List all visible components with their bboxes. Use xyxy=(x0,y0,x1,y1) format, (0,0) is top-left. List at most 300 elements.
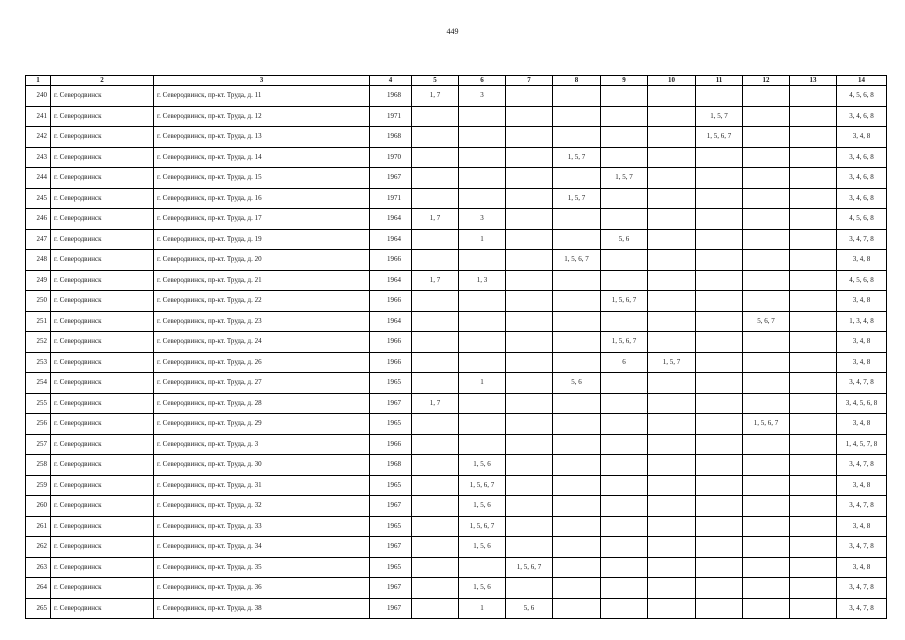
cell-year: 1966 xyxy=(370,352,412,373)
cell-col-12 xyxy=(743,291,790,312)
cell-col-6: 1, 5, 6 xyxy=(459,578,506,599)
table-body xyxy=(26,86,887,619)
cell-col-9 xyxy=(601,578,648,599)
column-header-11: 11 xyxy=(696,76,743,86)
cell-col-6 xyxy=(459,393,506,414)
cell-col-13 xyxy=(790,188,837,209)
cell-col-7 xyxy=(506,86,553,107)
cell-col-12 xyxy=(743,598,790,619)
cell-col-9: 1, 5, 7 xyxy=(601,168,648,189)
column-header-9: 9 xyxy=(601,76,648,86)
cell-col-13 xyxy=(790,311,837,332)
cell-col-5 xyxy=(412,291,459,312)
cell-col-14: 3, 4, 6, 8 xyxy=(837,147,887,168)
cell-col-5: 1, 7 xyxy=(412,209,459,230)
cell-col-7 xyxy=(506,332,553,353)
cell-year: 1965 xyxy=(370,516,412,537)
cell-year: 1967 xyxy=(370,578,412,599)
column-header-8: 8 xyxy=(553,76,601,86)
cell-col-13 xyxy=(790,373,837,394)
cell-col-5 xyxy=(412,455,459,476)
cell-col-10 xyxy=(648,188,696,209)
table-row xyxy=(26,168,887,189)
cell-col-11 xyxy=(696,537,743,558)
cell-row-number: 264 xyxy=(26,578,51,599)
cell-col-7 xyxy=(506,209,553,230)
cell-col-14: 3, 4, 8 xyxy=(837,291,887,312)
cell-col-8 xyxy=(553,332,601,353)
cell-col-11 xyxy=(696,311,743,332)
cell-row-number: 240 xyxy=(26,86,51,107)
cell-year: 1966 xyxy=(370,291,412,312)
cell-col-14: 4, 5, 6, 8 xyxy=(837,86,887,107)
cell-col-5 xyxy=(412,127,459,148)
cell-locality: г. Северодвинск xyxy=(51,537,154,558)
cell-row-number: 259 xyxy=(26,475,51,496)
cell-locality: г. Северодвинск xyxy=(51,475,154,496)
column-header-5: 5 xyxy=(412,76,459,86)
cell-col-7 xyxy=(506,291,553,312)
cell-col-11 xyxy=(696,578,743,599)
cell-col-7 xyxy=(506,270,553,291)
cell-col-8 xyxy=(553,209,601,230)
cell-col-12 xyxy=(743,516,790,537)
cell-col-11 xyxy=(696,373,743,394)
cell-address: г. Северодвинск, пр-кт. Труда, д. 28 xyxy=(154,393,370,414)
cell-col-11: 1, 5, 7 xyxy=(696,106,743,127)
cell-col-10 xyxy=(648,270,696,291)
cell-locality: г. Северодвинск xyxy=(51,229,154,250)
cell-col-13 xyxy=(790,291,837,312)
cell-col-8 xyxy=(553,537,601,558)
cell-col-12 xyxy=(743,578,790,599)
cell-col-8 xyxy=(553,106,601,127)
cell-year: 1971 xyxy=(370,188,412,209)
cell-col-5: 1, 7 xyxy=(412,393,459,414)
cell-col-9 xyxy=(601,598,648,619)
cell-row-number: 242 xyxy=(26,127,51,148)
cell-col-8 xyxy=(553,434,601,455)
cell-col-5 xyxy=(412,537,459,558)
cell-col-14: 3, 4, 8 xyxy=(837,557,887,578)
cell-col-6: 3 xyxy=(459,86,506,107)
table-row xyxy=(26,434,887,455)
cell-col-14: 3, 4, 6, 8 xyxy=(837,168,887,189)
table-row xyxy=(26,106,887,127)
cell-row-number: 244 xyxy=(26,168,51,189)
cell-col-11 xyxy=(696,475,743,496)
cell-col-8 xyxy=(553,414,601,435)
cell-col-6 xyxy=(459,557,506,578)
cell-col-7 xyxy=(506,393,553,414)
cell-col-11 xyxy=(696,86,743,107)
cell-col-14: 3, 4, 5, 6, 8 xyxy=(837,393,887,414)
cell-col-7 xyxy=(506,229,553,250)
cell-col-5 xyxy=(412,578,459,599)
cell-col-13 xyxy=(790,332,837,353)
cell-col-10 xyxy=(648,311,696,332)
cell-col-9 xyxy=(601,127,648,148)
cell-col-6: 1, 5, 6 xyxy=(459,537,506,558)
cell-address: г. Северодвинск, пр-кт. Труда, д. 27 xyxy=(154,373,370,394)
cell-year: 1966 xyxy=(370,250,412,271)
cell-col-6 xyxy=(459,414,506,435)
table-row xyxy=(26,393,887,414)
cell-locality: г. Северодвинск xyxy=(51,127,154,148)
cell-col-13 xyxy=(790,537,837,558)
cell-col-14: 3, 4, 8 xyxy=(837,516,887,537)
cell-address: г. Северодвинск, пр-кт. Труда, д. 34 xyxy=(154,537,370,558)
cell-address: г. Северодвинск, пр-кт. Труда, д. 3 xyxy=(154,434,370,455)
cell-col-6 xyxy=(459,127,506,148)
cell-col-12: 5, 6, 7 xyxy=(743,311,790,332)
cell-address: г. Северодвинск, пр-кт. Труда, д. 38 xyxy=(154,598,370,619)
cell-col-9 xyxy=(601,147,648,168)
cell-address: г. Северодвинск, пр-кт. Труда, д. 22 xyxy=(154,291,370,312)
cell-col-14: 3, 4, 6, 8 xyxy=(837,188,887,209)
cell-locality: г. Северодвинск xyxy=(51,291,154,312)
cell-locality: г. Северодвинск xyxy=(51,393,154,414)
cell-col-10 xyxy=(648,496,696,517)
cell-col-6: 3 xyxy=(459,209,506,230)
table-row xyxy=(26,147,887,168)
table-row xyxy=(26,127,887,148)
table-row xyxy=(26,250,887,271)
cell-col-13 xyxy=(790,475,837,496)
cell-col-12 xyxy=(743,147,790,168)
cell-col-14: 1, 3, 4, 8 xyxy=(837,311,887,332)
cell-locality: г. Северодвинск xyxy=(51,168,154,189)
cell-year: 1967 xyxy=(370,393,412,414)
cell-col-8 xyxy=(553,557,601,578)
cell-col-9 xyxy=(601,393,648,414)
cell-locality: г. Северодвинск xyxy=(51,434,154,455)
cell-locality: г. Северодвинск xyxy=(51,598,154,619)
column-header-4: 4 xyxy=(370,76,412,86)
cell-col-10 xyxy=(648,557,696,578)
cell-col-12 xyxy=(743,86,790,107)
cell-year: 1967 xyxy=(370,537,412,558)
cell-col-9 xyxy=(601,270,648,291)
cell-col-12 xyxy=(743,455,790,476)
cell-col-8 xyxy=(553,127,601,148)
cell-col-6: 1, 5, 6 xyxy=(459,455,506,476)
cell-address: г. Северодвинск, пр-кт. Труда, д. 15 xyxy=(154,168,370,189)
cell-col-11 xyxy=(696,209,743,230)
cell-col-5 xyxy=(412,250,459,271)
cell-col-14: 3, 4, 7, 8 xyxy=(837,229,887,250)
cell-col-11 xyxy=(696,168,743,189)
cell-address: г. Северодвинск, пр-кт. Труда, д. 32 xyxy=(154,496,370,517)
cell-col-8 xyxy=(553,229,601,250)
cell-col-6: 1, 5, 6, 7 xyxy=(459,475,506,496)
cell-col-7 xyxy=(506,516,553,537)
cell-col-12 xyxy=(743,332,790,353)
cell-col-11 xyxy=(696,598,743,619)
data-table xyxy=(25,75,887,619)
cell-locality: г. Северодвинск xyxy=(51,106,154,127)
table-row xyxy=(26,414,887,435)
cell-col-10 xyxy=(648,373,696,394)
cell-col-9: 6 xyxy=(601,352,648,373)
cell-year: 1968 xyxy=(370,127,412,148)
cell-row-number: 260 xyxy=(26,496,51,517)
table-row xyxy=(26,229,887,250)
cell-locality: г. Северодвинск xyxy=(51,373,154,394)
cell-col-6: 1, 5, 6, 7 xyxy=(459,516,506,537)
cell-col-7 xyxy=(506,455,553,476)
cell-col-10 xyxy=(648,86,696,107)
cell-col-12 xyxy=(743,352,790,373)
cell-col-6: 1, 3 xyxy=(459,270,506,291)
cell-locality: г. Северодвинск xyxy=(51,188,154,209)
cell-row-number: 246 xyxy=(26,209,51,230)
cell-address: г. Северодвинск, пр-кт. Труда, д. 26 xyxy=(154,352,370,373)
cell-col-7 xyxy=(506,578,553,599)
cell-col-9 xyxy=(601,557,648,578)
cell-col-12 xyxy=(743,537,790,558)
cell-col-14: 3, 4, 7, 8 xyxy=(837,373,887,394)
cell-locality: г. Северодвинск xyxy=(51,414,154,435)
cell-col-10 xyxy=(648,147,696,168)
column-header-1: 1 xyxy=(26,76,51,86)
table-row xyxy=(26,537,887,558)
cell-year: 1967 xyxy=(370,496,412,517)
cell-col-13 xyxy=(790,127,837,148)
table-row xyxy=(26,373,887,394)
cell-col-14: 3, 4, 7, 8 xyxy=(837,598,887,619)
cell-col-11 xyxy=(696,393,743,414)
cell-row-number: 261 xyxy=(26,516,51,537)
cell-col-12 xyxy=(743,106,790,127)
cell-col-5 xyxy=(412,106,459,127)
cell-col-13 xyxy=(790,414,837,435)
cell-col-9 xyxy=(601,373,648,394)
cell-row-number: 257 xyxy=(26,434,51,455)
cell-col-14: 3, 4, 7, 8 xyxy=(837,578,887,599)
cell-locality: г. Северодвинск xyxy=(51,86,154,107)
cell-address: г. Северодвинск, пр-кт. Труда, д. 13 xyxy=(154,127,370,148)
cell-address: г. Северодвинск, пр-кт. Труда, д. 21 xyxy=(154,270,370,291)
cell-col-12 xyxy=(743,168,790,189)
cell-col-11 xyxy=(696,352,743,373)
cell-locality: г. Северодвинск xyxy=(51,352,154,373)
cell-year: 1965 xyxy=(370,557,412,578)
column-header-3: 3 xyxy=(154,76,370,86)
cell-col-14: 3, 4, 8 xyxy=(837,250,887,271)
cell-year: 1966 xyxy=(370,332,412,353)
cell-col-8 xyxy=(553,516,601,537)
cell-col-9 xyxy=(601,434,648,455)
cell-col-10 xyxy=(648,516,696,537)
cell-col-7 xyxy=(506,373,553,394)
cell-col-13 xyxy=(790,496,837,517)
cell-col-6 xyxy=(459,147,506,168)
cell-row-number: 245 xyxy=(26,188,51,209)
cell-col-8 xyxy=(553,86,601,107)
table-row xyxy=(26,270,887,291)
cell-row-number: 256 xyxy=(26,414,51,435)
cell-col-6 xyxy=(459,434,506,455)
cell-row-number: 247 xyxy=(26,229,51,250)
cell-year: 1966 xyxy=(370,434,412,455)
cell-col-9 xyxy=(601,455,648,476)
cell-col-6 xyxy=(459,250,506,271)
cell-address: г. Северодвинск, пр-кт. Труда, д. 30 xyxy=(154,455,370,476)
table-row xyxy=(26,598,887,619)
cell-year: 1967 xyxy=(370,598,412,619)
cell-col-11 xyxy=(696,455,743,476)
cell-col-5: 1, 7 xyxy=(412,86,459,107)
cell-col-13 xyxy=(790,147,837,168)
cell-col-13 xyxy=(790,168,837,189)
cell-col-6 xyxy=(459,291,506,312)
cell-col-13 xyxy=(790,250,837,271)
cell-col-7 xyxy=(506,496,553,517)
cell-address: г. Северодвинск, пр-кт. Труда, д. 11 xyxy=(154,86,370,107)
cell-row-number: 248 xyxy=(26,250,51,271)
cell-col-6: 1 xyxy=(459,373,506,394)
table-row xyxy=(26,311,887,332)
cell-locality: г. Северодвинск xyxy=(51,250,154,271)
cell-address: г. Северодвинск, пр-кт. Труда, д. 33 xyxy=(154,516,370,537)
cell-col-12 xyxy=(743,127,790,148)
cell-address: г. Северодвинск, пр-кт. Труда, д. 17 xyxy=(154,209,370,230)
cell-row-number: 265 xyxy=(26,598,51,619)
cell-col-14: 3, 4, 8 xyxy=(837,332,887,353)
cell-col-9 xyxy=(601,516,648,537)
cell-col-13 xyxy=(790,455,837,476)
table-row xyxy=(26,332,887,353)
cell-col-5 xyxy=(412,414,459,435)
column-header-6: 6 xyxy=(459,76,506,86)
cell-col-10 xyxy=(648,127,696,148)
cell-col-5 xyxy=(412,598,459,619)
cell-col-5 xyxy=(412,373,459,394)
cell-col-14: 3, 4, 7, 8 xyxy=(837,537,887,558)
column-header-12: 12 xyxy=(743,76,790,86)
table-row xyxy=(26,86,887,107)
cell-address: г. Северодвинск, пр-кт. Труда, д. 23 xyxy=(154,311,370,332)
cell-address: г. Северодвинск, пр-кт. Труда, д. 35 xyxy=(154,557,370,578)
cell-col-12 xyxy=(743,373,790,394)
cell-col-10 xyxy=(648,332,696,353)
cell-col-13 xyxy=(790,578,837,599)
cell-address: г. Северодвинск, пр-кт. Труда, д. 24 xyxy=(154,332,370,353)
cell-col-7: 5, 6 xyxy=(506,598,553,619)
cell-address: г. Северодвинск, пр-кт. Труда, д. 20 xyxy=(154,250,370,271)
cell-row-number: 251 xyxy=(26,311,51,332)
cell-col-6 xyxy=(459,188,506,209)
cell-col-9 xyxy=(601,496,648,517)
cell-col-5 xyxy=(412,516,459,537)
cell-col-9: 5, 6 xyxy=(601,229,648,250)
cell-col-12 xyxy=(743,229,790,250)
cell-col-11 xyxy=(696,229,743,250)
cell-locality: г. Северодвинск xyxy=(51,270,154,291)
cell-col-14: 3, 4, 7, 8 xyxy=(837,455,887,476)
page-number: 449 xyxy=(446,27,459,36)
cell-col-14: 3, 4, 8 xyxy=(837,475,887,496)
cell-col-5 xyxy=(412,352,459,373)
cell-col-9 xyxy=(601,475,648,496)
table-row xyxy=(26,209,887,230)
cell-col-13 xyxy=(790,516,837,537)
cell-col-6 xyxy=(459,106,506,127)
cell-col-11 xyxy=(696,557,743,578)
cell-col-10 xyxy=(648,209,696,230)
cell-col-12 xyxy=(743,475,790,496)
cell-col-11 xyxy=(696,270,743,291)
cell-col-11 xyxy=(696,250,743,271)
cell-col-11 xyxy=(696,496,743,517)
cell-locality: г. Северодвинск xyxy=(51,516,154,537)
cell-col-5 xyxy=(412,496,459,517)
table-row xyxy=(26,188,887,209)
cell-year: 1964 xyxy=(370,270,412,291)
cell-col-12 xyxy=(743,188,790,209)
cell-col-14: 4, 5, 6, 8 xyxy=(837,270,887,291)
cell-col-12 xyxy=(743,557,790,578)
cell-locality: г. Северодвинск xyxy=(51,311,154,332)
cell-row-number: 241 xyxy=(26,106,51,127)
cell-col-7 xyxy=(506,434,553,455)
column-header-2: 2 xyxy=(51,76,154,86)
cell-col-6 xyxy=(459,311,506,332)
cell-year: 1967 xyxy=(370,168,412,189)
cell-col-13 xyxy=(790,86,837,107)
cell-col-7 xyxy=(506,147,553,168)
cell-col-5 xyxy=(412,332,459,353)
cell-col-13 xyxy=(790,434,837,455)
cell-col-6 xyxy=(459,332,506,353)
data-table-container xyxy=(25,75,887,619)
column-header-14: 14 xyxy=(837,76,887,86)
cell-col-5: 1, 7 xyxy=(412,270,459,291)
cell-col-14: 3, 4, 8 xyxy=(837,352,887,373)
cell-year: 1971 xyxy=(370,106,412,127)
cell-col-10 xyxy=(648,537,696,558)
cell-col-9: 1, 5, 6, 7 xyxy=(601,291,648,312)
cell-address: г. Северодвинск, пр-кт. Труда, д. 29 xyxy=(154,414,370,435)
cell-col-10 xyxy=(648,598,696,619)
cell-col-10 xyxy=(648,168,696,189)
cell-row-number: 263 xyxy=(26,557,51,578)
cell-col-12 xyxy=(743,393,790,414)
cell-address: г. Северодвинск, пр-кт. Труда, д. 36 xyxy=(154,578,370,599)
cell-col-7 xyxy=(506,127,553,148)
cell-col-5 xyxy=(412,311,459,332)
cell-col-14: 4, 5, 6, 8 xyxy=(837,209,887,230)
cell-col-8 xyxy=(553,455,601,476)
cell-col-8 xyxy=(553,291,601,312)
cell-col-5 xyxy=(412,168,459,189)
cell-col-8 xyxy=(553,270,601,291)
cell-col-10 xyxy=(648,434,696,455)
cell-col-8: 1, 5, 7 xyxy=(553,147,601,168)
cell-col-5 xyxy=(412,188,459,209)
cell-col-8 xyxy=(553,352,601,373)
cell-col-12 xyxy=(743,209,790,230)
cell-col-10 xyxy=(648,291,696,312)
cell-col-9 xyxy=(601,86,648,107)
cell-col-12 xyxy=(743,270,790,291)
cell-row-number: 258 xyxy=(26,455,51,476)
cell-row-number: 250 xyxy=(26,291,51,312)
cell-col-13 xyxy=(790,557,837,578)
cell-col-11 xyxy=(696,434,743,455)
cell-address: г. Северодвинск, пр-кт. Труда, д. 16 xyxy=(154,188,370,209)
